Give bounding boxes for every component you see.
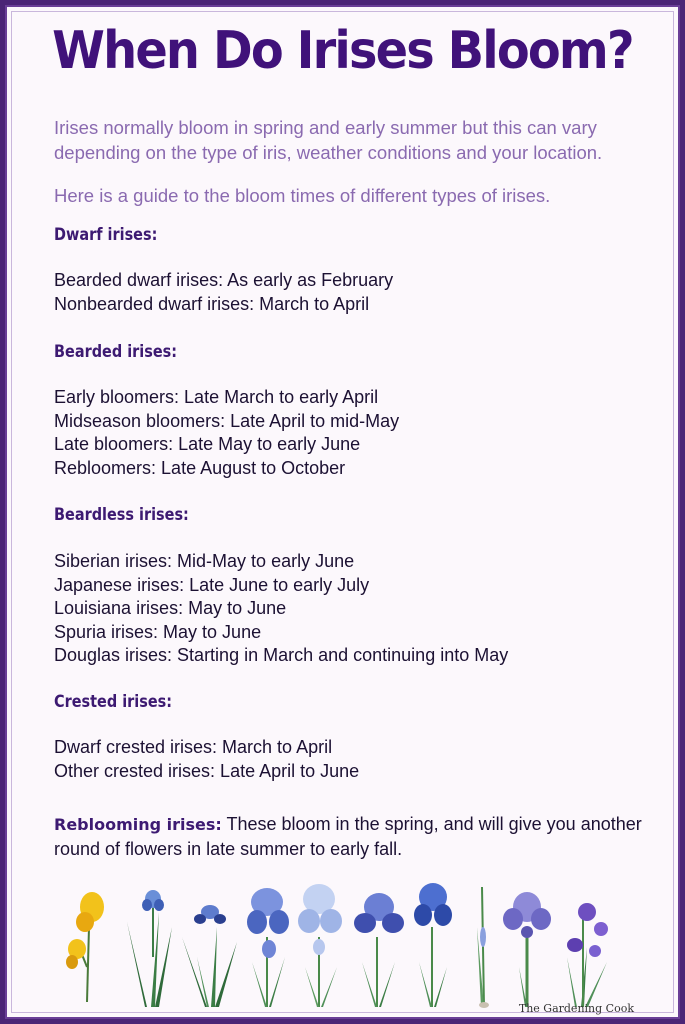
iris-bud-icon [477, 887, 489, 1008]
list-item: Louisiana irises: May to June [54, 598, 287, 618]
blue-dwarf-iris-icon [127, 890, 172, 1007]
list-item: Bearded dwarf irises: As early as February [54, 270, 394, 290]
section-list-bearded [54, 386, 654, 480]
lavender-iris-icon [503, 892, 551, 1007]
section-list-beardless [54, 550, 654, 668]
page-title: When Do Irises Bloom? [52, 21, 633, 81]
list-item: Douglas irises: Starting in March and continuing into May [54, 645, 509, 665]
list-item: Rebloomers: Late August to October [54, 457, 346, 478]
intro-paragraph: Irises normally bloom in spring and early summer but this can vary depending on the type of iris, weather conditions and your location. [54, 117, 603, 163]
blue-dwarf-iris-icon [182, 905, 237, 1007]
pale-blue-iris-icon [298, 884, 342, 1007]
list-item: Other crested irises: Late April to June [54, 760, 360, 781]
list-item: Siberian irises: Mid-May to early June [54, 551, 355, 571]
blue-iris-icon [414, 883, 452, 1007]
poster-frame [5, 5, 680, 1019]
list-item: Dwarf crested irises: March to April [54, 737, 333, 757]
blue-iris-icon [354, 893, 404, 1007]
section-heading-dwarf: Dwarf irises: [54, 225, 158, 245]
section-list-crested [54, 736, 654, 783]
reblooming-label: Reblooming irises: [54, 815, 222, 834]
list-item: Late bloomers: Late May to early June [54, 434, 361, 454]
section-list-dwarf [54, 269, 654, 316]
yellow-iris-icon [66, 892, 104, 1002]
reblooming-text: These bloom in the spring, and will give you another round of flowers in late summer to early fall. [54, 814, 642, 859]
blue-iris-icon [247, 888, 289, 1007]
list-item: Nonbearded dwarf irises: March to April [54, 293, 370, 314]
reblooming-paragraph [54, 812, 654, 861]
iris-illustrations [47, 867, 647, 1017]
purple-iris-cluster-icon [567, 903, 608, 1007]
list-item: Early bloomers: Late March to early April [54, 387, 379, 407]
list-item: Midseason bloomers: Late April to mid-May [54, 410, 400, 431]
section-heading-crested: Crested irises: [54, 692, 173, 712]
list-item: Japanese irises: Late June to early July [54, 574, 370, 595]
section-heading-beardless: Beardless irises: [54, 505, 189, 525]
section-heading-bearded: Bearded irises: [54, 342, 178, 362]
list-item: Spuria irises: May to June [54, 621, 262, 642]
credit-text: The Gardening Cook [518, 1002, 634, 1015]
intro-guide-paragraph: Here is a guide to the bloom times of different types of irises. [54, 185, 551, 206]
